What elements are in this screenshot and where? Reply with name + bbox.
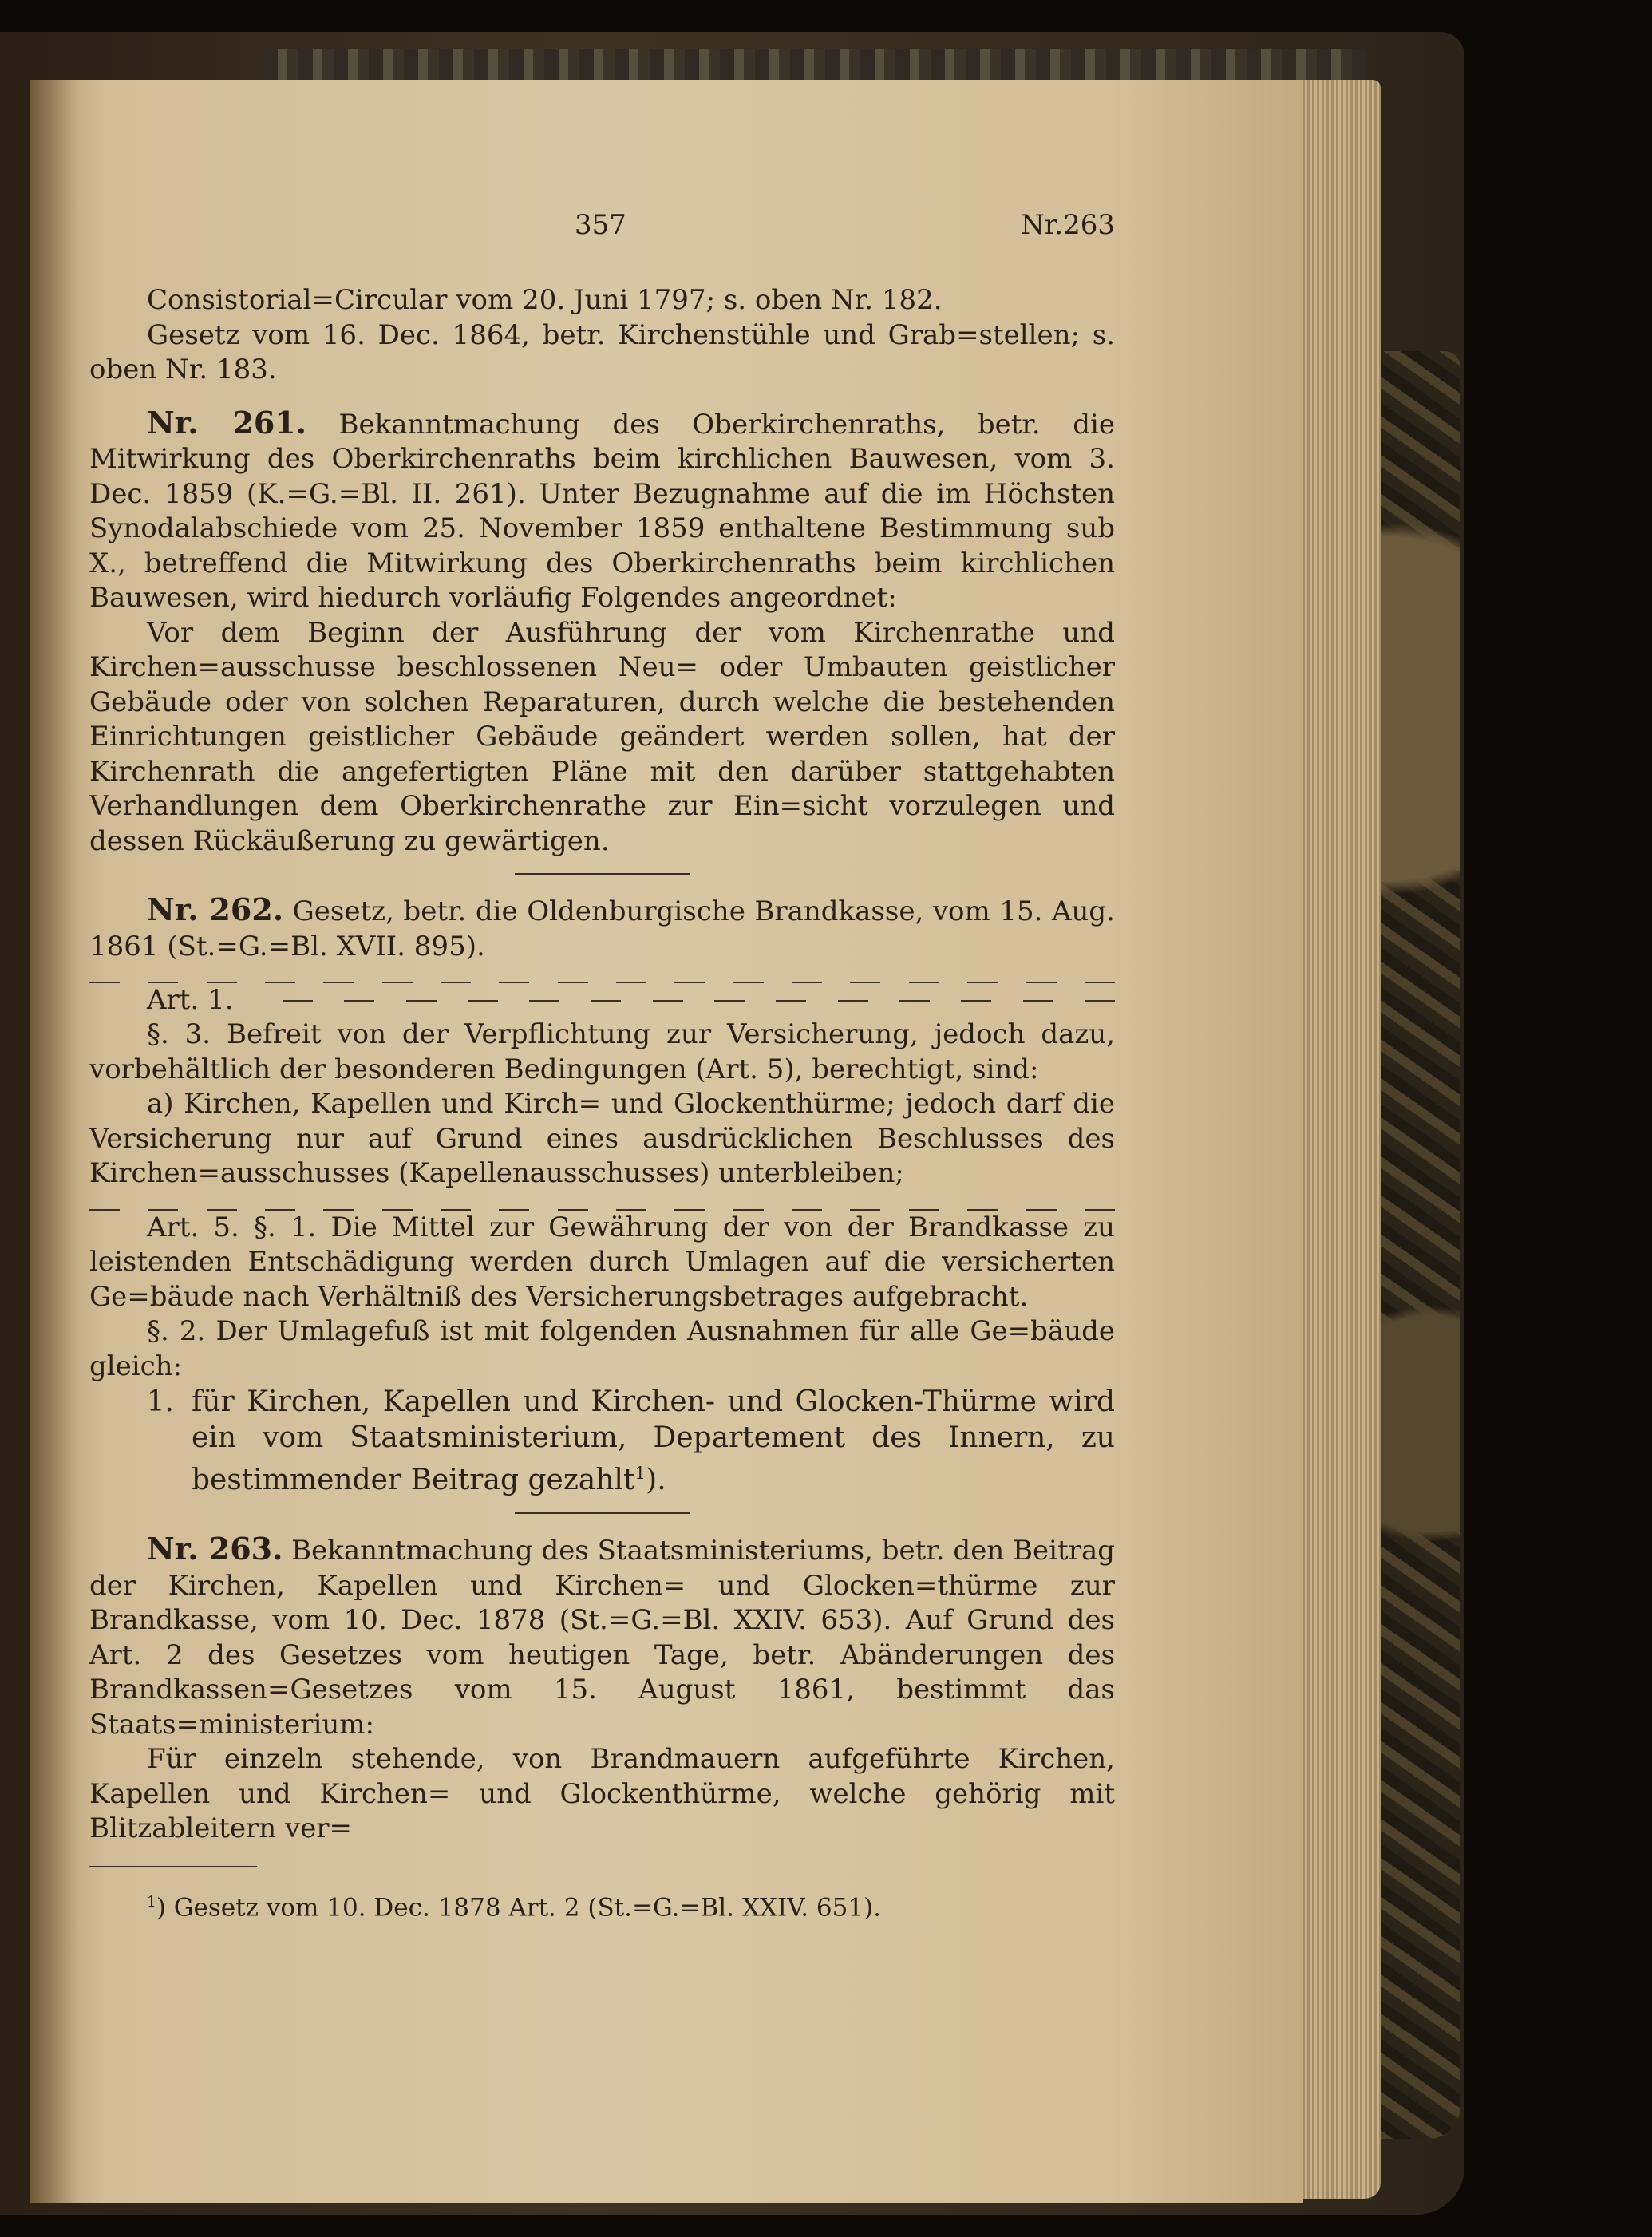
nr263-paragraph-2: Für einzeln stehende, von Brandmauern aufgeführte Kirchen, Kapellen und Kirchen= und Glockenthürme, welche gehörig mit Blitzableitern ver= [89, 1743, 1115, 1844]
nr262-number: Nr. 262. [147, 891, 284, 927]
nr262-text: Gesetz, betr. die Oldenburgische Brandkasse, vom 15. Aug. 1861 (St.=G.=Bl. XVII. 895). [89, 895, 1115, 962]
footnote-text: ) Gesetz vom 10. Dec. 1878 Art. 2 (St.=G.=Bl. XXIV. 651). [156, 1892, 882, 1922]
omission-dashes [89, 964, 1115, 983]
nr262-para3: §. 3. Befreit von der Verpflichtung zur Versicherung, jedoch dazu, vorbehältlich der besonderen Bedingungen (Art. 5), berechtigt, sind: [89, 1018, 1115, 1085]
latin-list-item [89, 1384, 1115, 1498]
intro-line-1: Consistorial=Circular vom 20. Juni 1797; s. oben Nr. 182. [147, 284, 943, 316]
intro-line-2: Gesetz vom 16. Dec. 1864, betr. Kirchenstühle und Grab=stellen; s. oben Nr. 183. [89, 318, 1115, 385]
footnote [89, 1885, 1115, 1926]
nr263-text: Bekanntmachung des Staatsministeriums, betr. den Beitrag der Kirchen, Kapellen und Kirchen= und Glocken=thürme zur Brandkasse, vom 10. Dec. 1878 (St.=G.=Bl. XXIV. 653). Auf Grund des Art. 2 des Gesetzes vom heutigen Tage, betr. Abänderungen des Brandkassen=Gesetzes vom 15. August 1861, bestimmt das Staats=ministerium: [89, 1535, 1115, 1741]
running-number: Nr.263 [1021, 209, 1115, 241]
nr261-number: Nr. 261. [147, 404, 306, 441]
nr262-para3a: a) Kirchen, Kapellen und Kirch= und Glockenthürme; jedoch darf die Versicherung nur auf Grund eines ausdrücklichen Beschlusses des Kirchen=ausschusses (Kapellenausschusses) unterbleiben; [89, 1088, 1115, 1189]
footnote-divider [89, 1866, 257, 1867]
list-item-text [192, 1384, 1115, 1498]
footnote-ref: 1 [634, 1464, 646, 1484]
nr261-paragraph-2: Vor dem Beginn der Ausführung der vom Kirchenrathe und Kirchen=ausschusse beschlossenen Neu= oder Umbauten geistlicher Gebäude oder von solchen Reparaturen, durch welche die bestehenden Einrichtungen geistlicher Gebäude geändert werden sollen, hat der Kirchenrath die angefertigten Pläne mit den darüber stattgehabten Verhandlungen dem Oberkirchenrathe zur Ein=sicht vorzulegen und dessen Rückäußerung zu gewärtigen. [89, 616, 1115, 857]
page-number: 357 [575, 209, 626, 241]
nr263-paragraph [89, 1532, 1115, 1742]
section-divider [515, 873, 690, 875]
art1-omission-dashes [283, 1000, 1115, 1002]
nr263-number: Nr. 263. [147, 1531, 283, 1567]
list-item-body: für Kirchen, Kapellen und Kirchen- und Glocken-Thürme wird ein vom Staatsministerium, Departement des Innern, zu bestimmender Beitrag gezahlt [192, 1385, 1115, 1496]
page-header [89, 209, 1115, 244]
nr262-art5: Art. 5. §. 1. Die Mittel zur Gewährung der von der Brandkasse zu leistenden Entschädigung werden durch Umlagen auf die versicherten Ge=bäude nach Verhältniß des Versicherungsbetrages aufgebracht. [89, 1211, 1115, 1313]
omission-dashes-2 [89, 1192, 1115, 1211]
nr262-paragraph [89, 892, 1115, 964]
nr262-art5-2: §. 2. Der Umlagefuß ist mit folgenden Ausnahmen für alle Ge=bäude gleich: [89, 1315, 1115, 1382]
page-gutter [30, 80, 78, 2203]
nr261-paragraph [89, 405, 1115, 616]
section-divider-2 [515, 1512, 690, 1514]
art1-line [89, 983, 1115, 1018]
book-spine-edge [263, 49, 1365, 83]
list-item-number: 1. [146, 1385, 174, 1418]
footnote-mark: 1 [147, 1893, 156, 1911]
nr261-text: Bekanntmachung des Oberkirchenraths, betr. die Mitwirkung des Oberkirchenraths beim kirchlichen Bauwesen, vom 3. Dec. 1859 (K.=G.=Bl. II. 261). Unter Bezugnahme auf die im Höchsten Synodalabschiede vom 25. November 1859 enthaltene Bestimmung sub X., betreffend die Mitwirkung des Oberkirchenraths beim kirchlichen Bauwesen, wird hiedurch vorläufig Folgendes angeordnet: [89, 408, 1115, 614]
art1-label: Art. 1. [147, 983, 234, 1016]
list-item-end: ). [646, 1464, 666, 1496]
page-body [89, 283, 1115, 1925]
